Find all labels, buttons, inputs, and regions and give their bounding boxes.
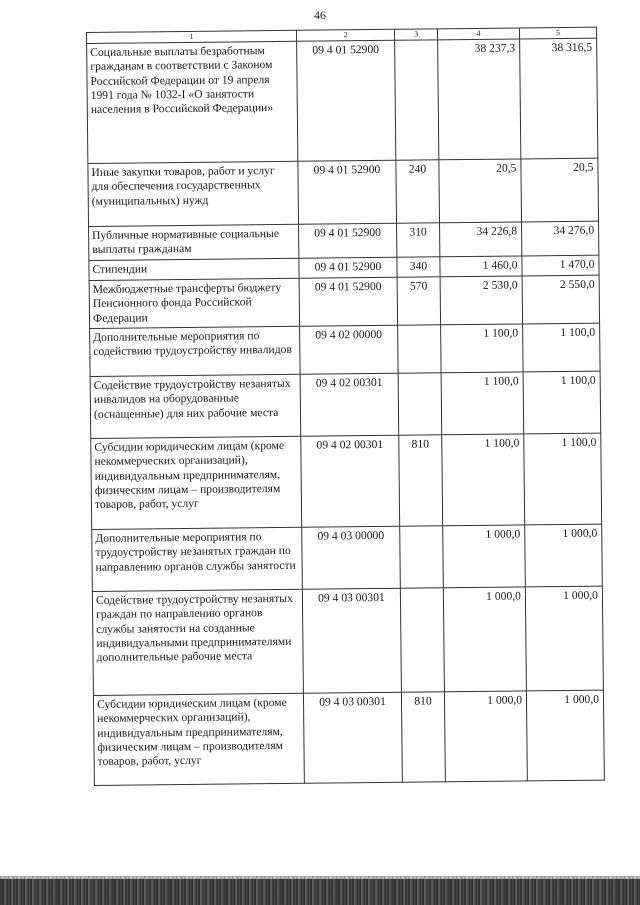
row-name: Публичные нормативные социальные выплаты гражданам (89, 224, 299, 260)
table-row (92, 586, 603, 695)
row-value-2: 20,5 (521, 158, 599, 222)
row-type (400, 588, 444, 692)
scan-edge-bar (0, 879, 640, 905)
row-value-1: 2 530,0 (440, 276, 522, 325)
row-value-2: 34 276,0 (522, 221, 599, 256)
row-type: 570 (397, 277, 441, 325)
row-value-1: 20,5 (439, 159, 522, 223)
table-row (87, 38, 598, 163)
row-value-1: 1 000,0 (443, 587, 526, 692)
row-name: Содействие трудоустройству незанятых инвалидов на оборудованные (оснащенные) для них рабочие места (90, 374, 301, 438)
row-value-2: 1 100,0 (523, 371, 601, 434)
budget-table-wrapper (86, 27, 605, 786)
header-col-2: 2 (296, 29, 394, 41)
row-name: Субсидии юридическим лицам (кроме некоммерческих организаций), индивидуальным предпринимателям, физическим лицам – производителям товаров, работ, услуг (91, 436, 302, 529)
row-code: 09 4 01 52900 (299, 257, 397, 278)
row-value-2: 1 100,0 (523, 323, 600, 372)
row-value-1: 38 237,3 (438, 39, 521, 160)
row-code: 09 4 01 52900 (298, 160, 397, 224)
row-value-1: 1 460,0 (440, 256, 522, 277)
row-name: Иные закупки товаров, работ и услуг для обеспечения государственных (муниципальных) нужд (88, 161, 299, 226)
budget-table (86, 27, 605, 786)
table-row (88, 158, 599, 226)
row-code: 09 4 02 00301 (300, 373, 399, 436)
row-type (395, 40, 439, 160)
row-type: 810 (401, 692, 445, 782)
table-row (90, 371, 601, 438)
row-code: 09 4 01 52900 (297, 40, 396, 161)
row-code: 09 4 03 00000 (302, 526, 401, 589)
row-value-1: 1 000,0 (444, 691, 527, 782)
row-value-2: 1 000,0 (525, 586, 603, 691)
row-value-2: 1 470,0 (522, 255, 599, 276)
table-row (92, 524, 603, 591)
row-name: Межбюджетные трансферты бюджету Пенсионного фонда Российской Федерации (89, 278, 299, 328)
table-row (89, 221, 599, 260)
row-code: 09 4 03 00301 (303, 692, 402, 783)
row-value-2: 1 100,0 (524, 433, 602, 525)
row-type: 810 (399, 435, 443, 526)
header-col-3: 3 (394, 29, 437, 40)
row-code: 09 4 01 52900 (299, 277, 397, 326)
table-row (93, 690, 604, 785)
row-name: Дополнительные мероприятия по содействию трудоустройству инвалидов (90, 326, 300, 376)
row-code: 09 4 01 52900 (299, 223, 397, 258)
table-row (89, 275, 599, 328)
row-value-1: 34 226,8 (440, 222, 522, 257)
header-col-5: 5 (519, 27, 596, 39)
row-name: Субсидии юридическим лицам (кроме некоммерческих организаций), индивидуальным предпринимателям, физическим лицам – производителям товаров, работ, услуг (93, 693, 304, 785)
row-name: Содействие трудоустройству незанятых граждан по направлению органов службы занятости на созданные индивидуальными предпринимателями дополнительные рабочие места (92, 589, 303, 695)
row-value-2: 38 316,5 (520, 38, 598, 159)
row-value-1: 1 000,0 (443, 525, 526, 588)
row-code: 09 4 02 00000 (300, 325, 398, 374)
row-code: 09 4 03 00301 (302, 588, 401, 693)
row-type: 310 (397, 223, 440, 257)
row-name: Дополнительные мероприятия по трудоустройству незанятых граждан по направлению органов службы занятости (92, 527, 303, 591)
row-type: 240 (396, 160, 440, 223)
row-value-2: 1 000,0 (526, 690, 604, 781)
row-type: 340 (397, 257, 440, 277)
row-type (398, 373, 442, 435)
row-value-2: 1 000,0 (525, 524, 603, 587)
page-number: 46 (314, 8, 326, 22)
row-value-1: 1 100,0 (442, 434, 525, 526)
row-code: 09 4 02 00301 (301, 435, 400, 527)
row-value-2: 2 550,0 (522, 275, 599, 324)
row-name: Социальные выплаты безработным гражданам в соответствии с Законом Российской Федерации от 19 апреля 1991 года № 1032-I «О занятости населения в Российской Федерации» (87, 41, 298, 163)
row-value-1: 1 100,0 (441, 324, 523, 373)
table-row (90, 323, 600, 376)
row-type (400, 526, 444, 588)
header-col-4: 4 (437, 28, 519, 40)
row-type (398, 325, 442, 373)
row-value-1: 1 100,0 (441, 372, 524, 435)
row-name: Стипендии (89, 258, 299, 280)
header-col-1: 1 (87, 30, 297, 43)
table-row (91, 433, 602, 529)
